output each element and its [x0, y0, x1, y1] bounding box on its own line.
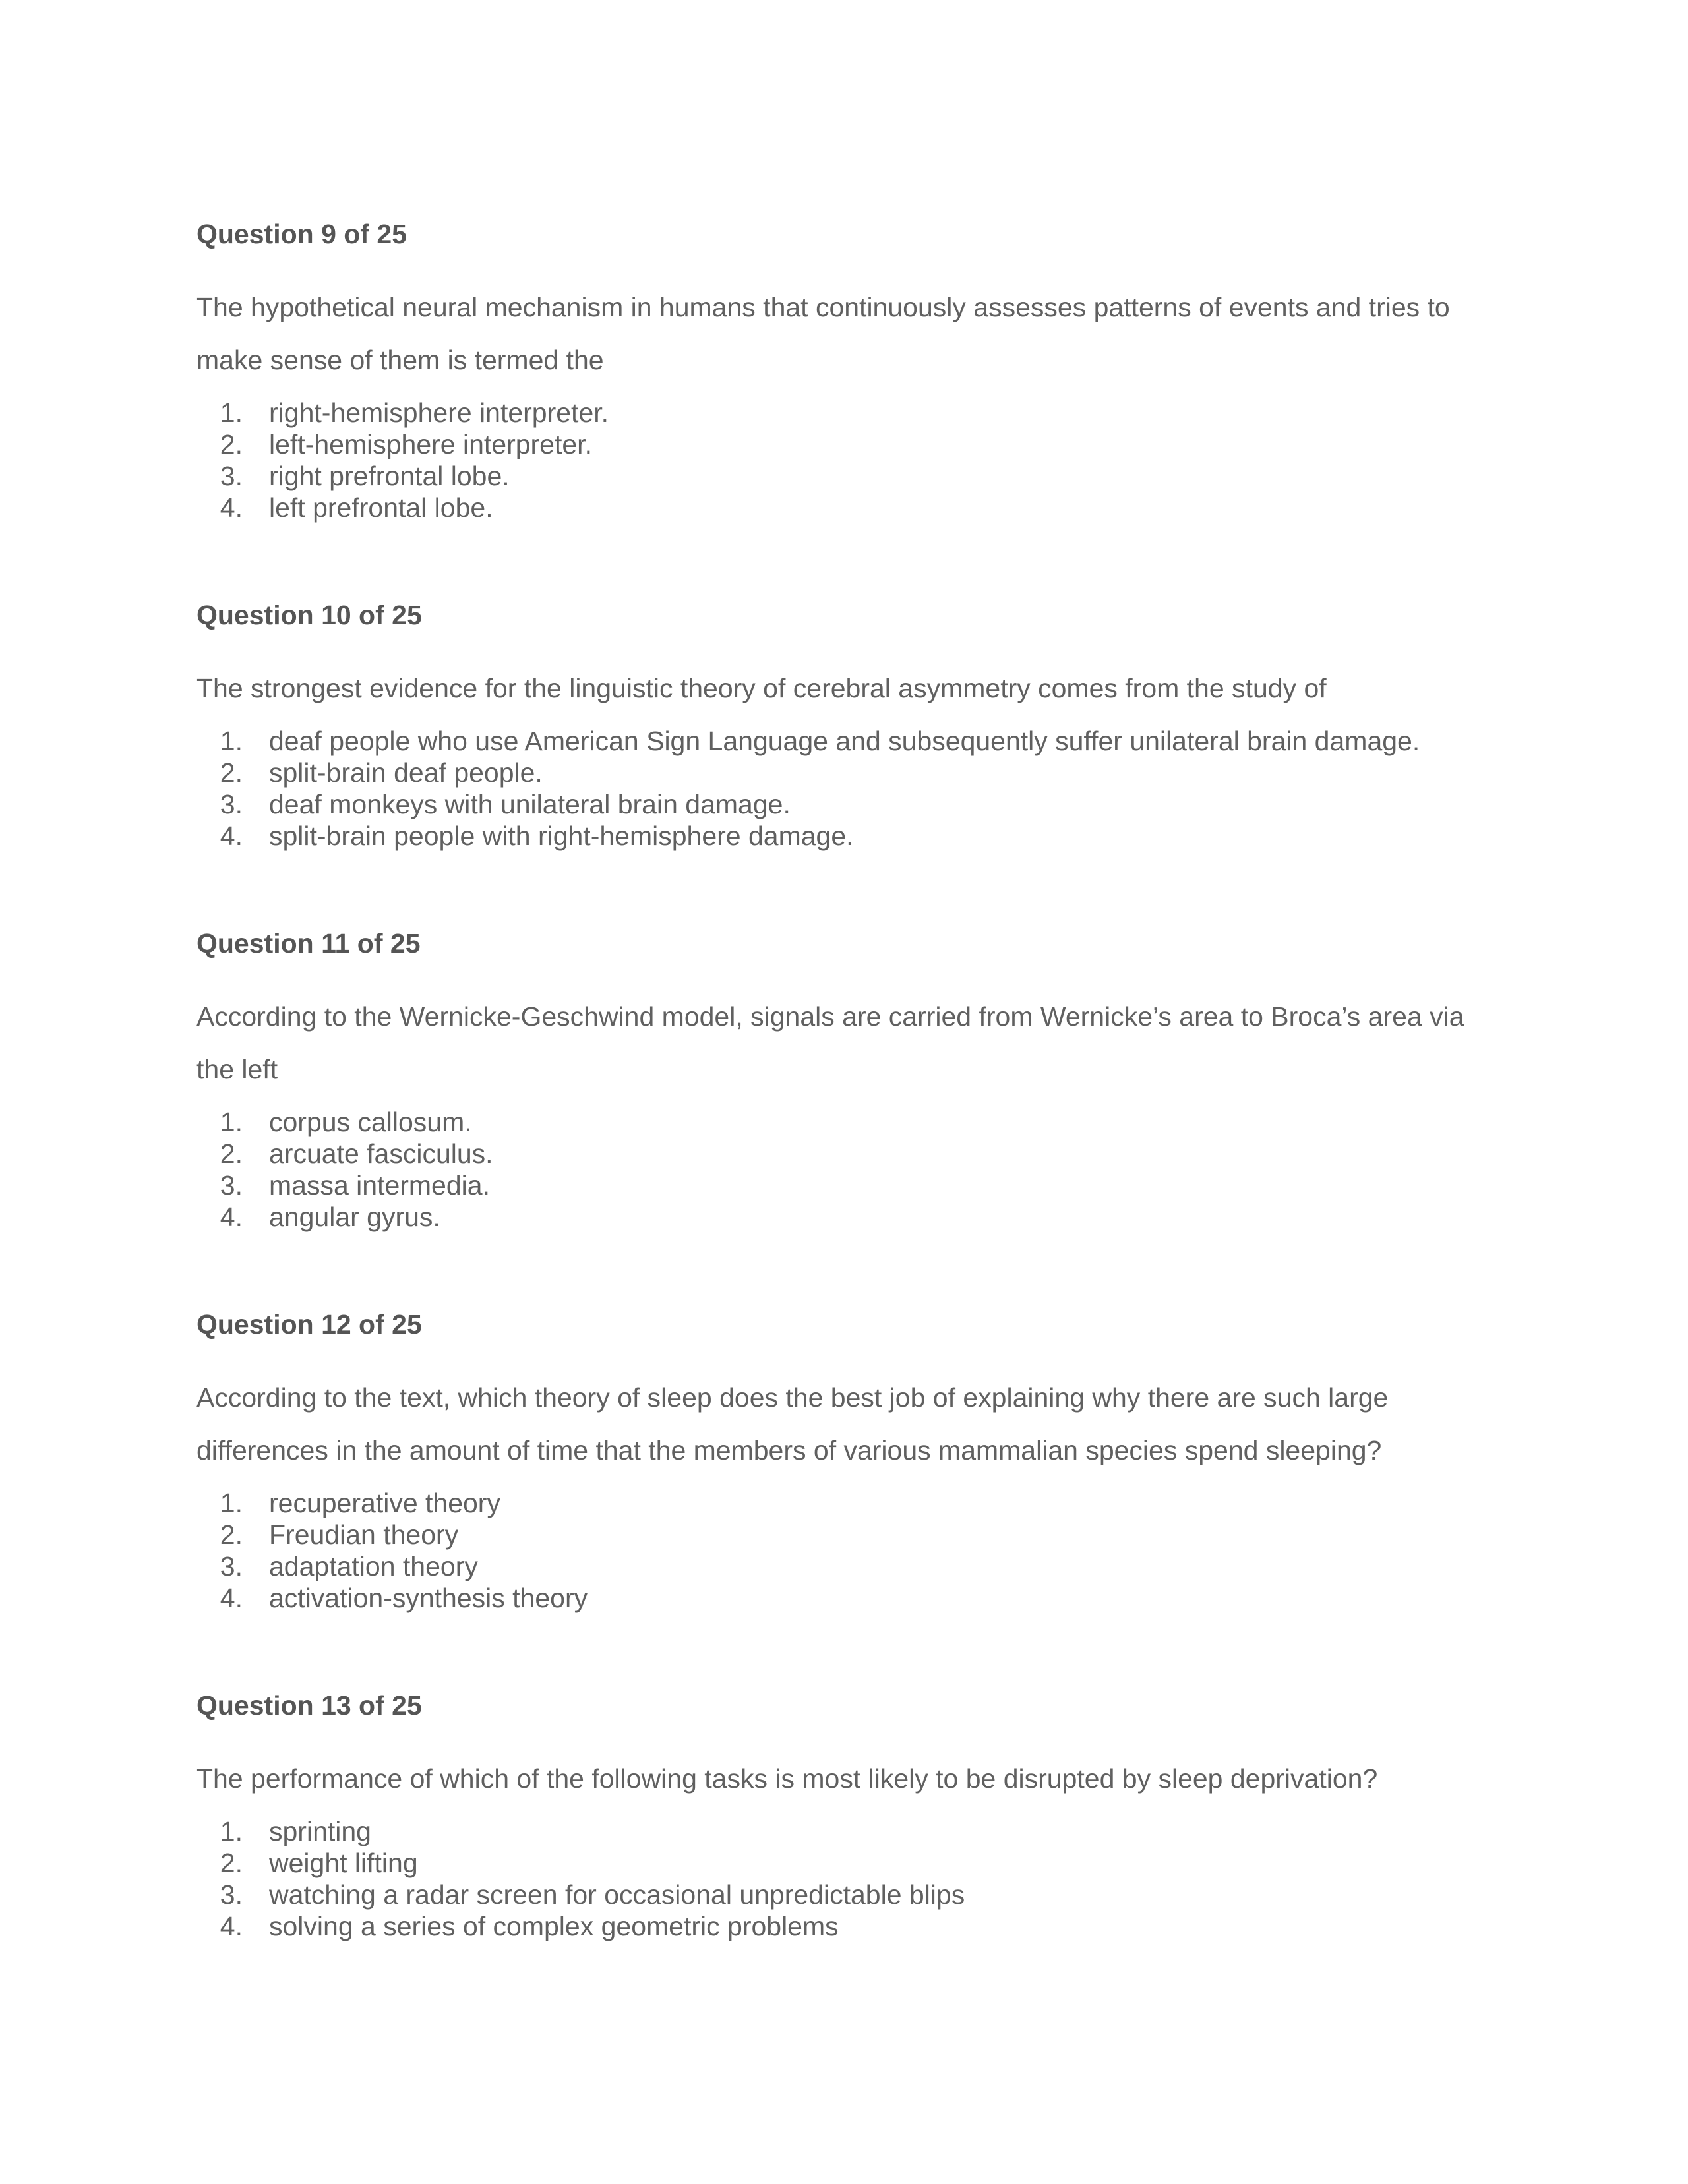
option-text: solving a series of complex geometric problems	[269, 1911, 839, 1941]
option-number: 3.	[220, 1551, 243, 1581]
option-text: Freudian theory	[269, 1520, 459, 1550]
option-text: sprinting	[269, 1816, 371, 1846]
answer-options	[196, 397, 1502, 523]
answer-option	[196, 1879, 1502, 1910]
option-number: 1.	[220, 1816, 243, 1846]
option-text: angular gyrus.	[269, 1202, 440, 1232]
answer-option	[196, 1910, 1502, 1942]
question-text: The strongest evidence for the linguistic theory of cerebral asymmetry comes from the study of	[196, 673, 1327, 703]
option-text: left-hemisphere interpreter.	[269, 429, 592, 459]
answer-option	[196, 1138, 1502, 1169]
option-number: 3.	[220, 1170, 243, 1200]
option-number: 2.	[220, 757, 243, 788]
answer-option	[196, 1815, 1502, 1847]
question-text: The performance of which of the following tasks is most likely to be disrupted by sleep deprivation?	[196, 1763, 1378, 1794]
question-heading: Question 9 of 25	[196, 219, 407, 249]
option-text: activation-synthesis theory	[269, 1583, 588, 1613]
option-text: weight lifting	[269, 1848, 418, 1878]
question-text: According to the Wernicke-Geschwind model, signals are carried from Wernicke’s area to Broca’s area via the left	[196, 1001, 1464, 1084]
option-number: 3.	[220, 789, 243, 819]
answer-option	[196, 1169, 1502, 1201]
option-number: 4.	[220, 1202, 243, 1232]
option-text: deaf monkeys with unilateral brain damage.	[269, 789, 791, 819]
option-number: 2.	[220, 429, 243, 459]
answer-option	[196, 1550, 1502, 1582]
answer-option	[196, 460, 1502, 492]
option-text: split-brain people with right-hemisphere damage.	[269, 821, 854, 851]
option-text: right-hemisphere interpreter.	[269, 398, 609, 428]
answer-options	[196, 1487, 1502, 1614]
question-block	[196, 920, 1502, 1233]
option-number: 4.	[220, 492, 243, 523]
answer-option	[196, 1106, 1502, 1138]
option-text: deaf people who use American Sign Language and subsequently suffer unilateral brain damage.	[269, 726, 1420, 756]
question-block	[196, 211, 1502, 523]
option-number: 3.	[220, 1879, 243, 1910]
option-number: 4.	[220, 1583, 243, 1613]
answer-option	[196, 1582, 1502, 1614]
option-number: 1.	[220, 1107, 243, 1137]
option-text: adaptation theory	[269, 1551, 478, 1581]
option-text: arcuate fasciculus.	[269, 1138, 493, 1169]
answer-option	[196, 428, 1502, 460]
option-text: corpus callosum.	[269, 1107, 472, 1137]
answer-option	[196, 1201, 1502, 1233]
answer-option	[196, 725, 1502, 757]
option-number: 2.	[220, 1848, 243, 1878]
option-number: 2.	[220, 1520, 243, 1550]
answer-option	[196, 1487, 1502, 1519]
answer-option	[196, 1847, 1502, 1879]
option-text: recuperative theory	[269, 1488, 500, 1518]
answer-option	[196, 820, 1502, 852]
answer-option	[196, 1519, 1502, 1550]
option-number: 3.	[220, 461, 243, 491]
option-text: left prefrontal lobe.	[269, 492, 493, 523]
option-number: 4.	[220, 1911, 243, 1941]
answer-options	[196, 1106, 1502, 1233]
question-heading: Question 12 of 25	[196, 1309, 422, 1340]
option-text: split-brain deaf people.	[269, 757, 543, 788]
option-number: 1.	[220, 398, 243, 428]
question-heading: Question 13 of 25	[196, 1690, 422, 1721]
option-number: 1.	[220, 1488, 243, 1518]
answer-options	[196, 725, 1502, 852]
option-text: watching a radar screen for occasional unpredictable blips	[269, 1879, 965, 1910]
question-heading: Question 11 of 25	[196, 928, 421, 959]
question-block	[196, 1682, 1502, 1942]
option-number: 1.	[220, 726, 243, 756]
answer-option	[196, 757, 1502, 788]
question-heading: Question 10 of 25	[196, 600, 422, 630]
answer-option	[196, 492, 1502, 523]
option-text: right prefrontal lobe.	[269, 461, 510, 491]
question-text: The hypothetical neural mechanism in humans that continuously assesses patterns of events and tries to make sense of them is termed the	[196, 292, 1450, 375]
question-text: According to the text, which theory of sleep does the best job of explaining why there are such large differences in the amount of time that the members of various mammalian species spend sleeping?	[196, 1382, 1389, 1465]
option-number: 2.	[220, 1138, 243, 1169]
answer-option	[196, 788, 1502, 820]
question-block	[196, 592, 1502, 852]
option-text: massa intermedia.	[269, 1170, 490, 1200]
question-block	[196, 1301, 1502, 1614]
answer-options	[196, 1815, 1502, 1942]
option-number: 4.	[220, 821, 243, 851]
answer-option	[196, 397, 1502, 428]
